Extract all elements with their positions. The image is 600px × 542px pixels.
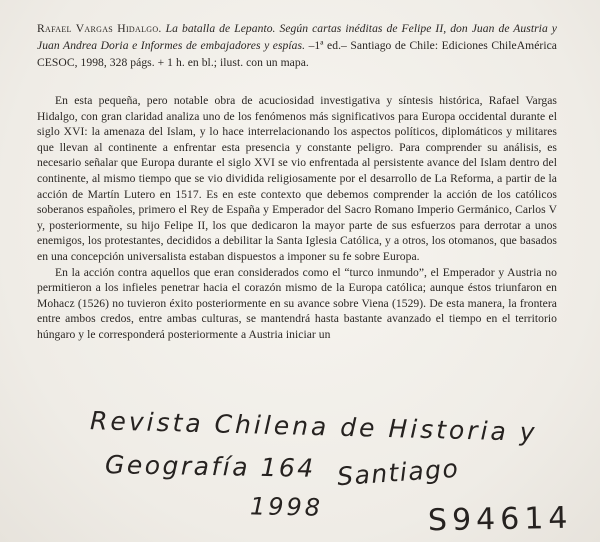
handwritten-city: Santiago [336, 453, 461, 492]
bibliographic-header [37, 20, 557, 71]
handwritten-year: 1998 [249, 492, 324, 522]
book-author: Rafael Vargas Hidalgo. [37, 22, 162, 35]
handwritten-issue: Geografía 164 [104, 450, 316, 483]
handwritten-journal-name: Revista Chilena de Historia y [89, 406, 538, 447]
review-body [37, 93, 557, 343]
paragraph-1: En esta pequeña, pero notable obra de acuciosidad investigativa y síntesis histórica, Rafael Vargas Hidalgo, con gran claridad analiza uno de los fenómenos más significativos para Europa occidental durante el siglo XVI: la amenaza del Islam, y lo hace interrelacionando los aspectos políticos, diplomáticos y militares que llevan al continente a enfrentar esta presencia y constante peligro. Para comprender su análisis, es necesario señalar que Europa durante el siglo XVI se vio enfrentada al persistente avance del Islam dentro del continente, al mismo tiempo que se vio dividida religiosamente por el desarrollo de La Reforma, a partir de la acción de Martín Lutero en 1517. Es en este contexto que debemos comprender la acción de los católicos soberanos españoles, primero el Rey de España y Emperador del Sacro Romano Imperio Germánico, Carlos V y, posteriormente, su hijo Felipe II, los que dedicaron la mayor parte de sus esfuerzos para derrotar a unos enemigos, los protestantes, decididos a debilitar la Santa Iglesia Católica, y a otros, los otomanos, que basados en una concepción universalista estaban dispuestos a imponer su fe sobre Europa. [37, 94, 557, 263]
handwritten-catalog-number: S94614 [427, 500, 573, 539]
publication-details: –1ª ed.– Santiago de Chile: Ediciones ChileAmérica CESOC, 1998, 328 págs. + 1 h. en bl.; ilust. con un mapa. [37, 39, 557, 69]
book-title: La batalla de Lepanto. Según cartas inéditas de Felipe II, don Juan de Austria y Juan Andrea Doria e Informes de embajadores y espías. [37, 22, 557, 52]
paragraph-2: En la acción contra aquellos que eran considerados como el “turco inmundo”, el Emperador y Austria no permitieron a los infieles penetrar hacia el corazón mismo de la Europa católica; aunque éstos triunfaron en Mohacz (1526) no tuvieron éxito posteriormente en su avance sobre Viena (1529). De esta manera, la frontera entre ambos credos, entre ambas culturas, se mantendrá hasta bastante avanzado el tiempo en el territorio húngaro y le corresponderá posteriormente a Austria iniciar un [37, 265, 557, 341]
